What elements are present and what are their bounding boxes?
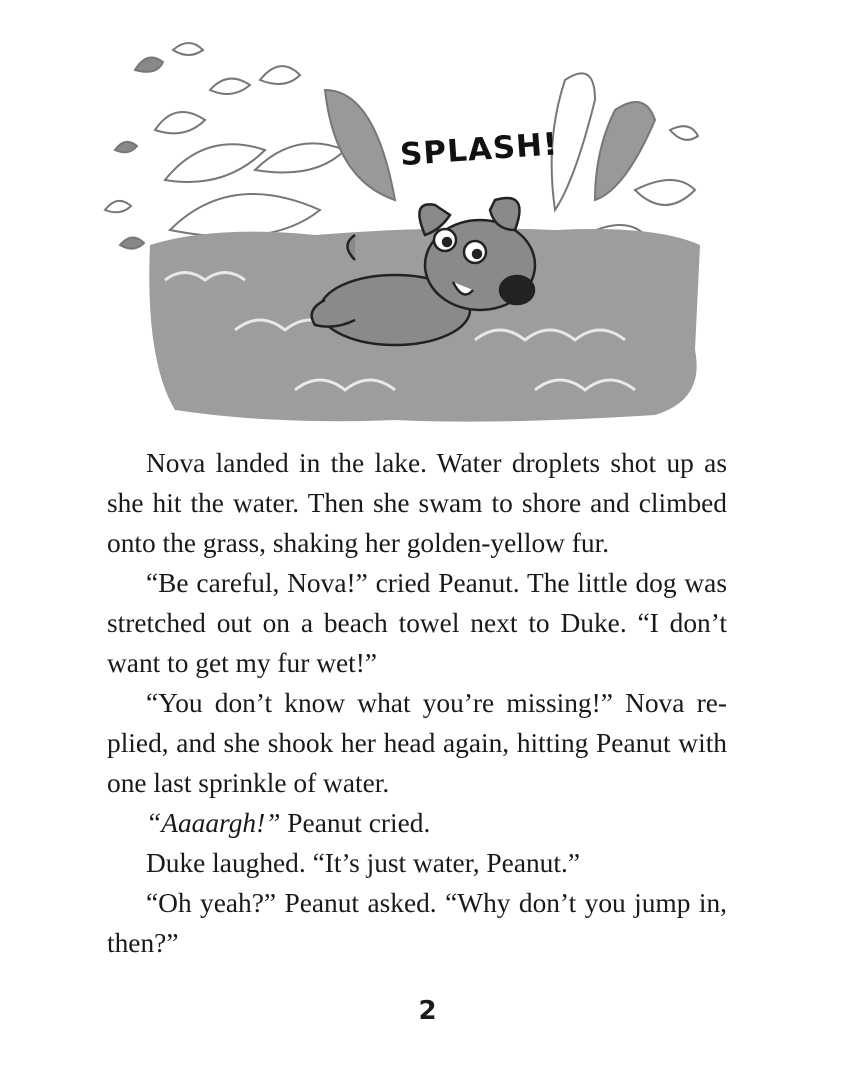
paragraph-1: Nova landed in the lake. Water droplets shot up as she hit the water. Then she swam to shore and climbed onto the grass, shaking her golden-yellow fur. <box>107 448 727 558</box>
splash-illustration <box>95 30 765 450</box>
paragraph-4 <box>107 803 727 843</box>
paragraph-2: “Be careful, Nova!” cried Peanut. The little dog was stretched out on a beach towel next to Duke. “I don’t want to get my fur wet!” <box>107 568 727 678</box>
paragraph-6: “Oh yeah?” Peanut asked. “Why don’t you jump in, then?” <box>107 888 727 958</box>
exclamation-italic: “Aaaargh!” <box>146 808 281 838</box>
paragraph-4-text: Peanut cried. <box>280 808 431 838</box>
page-number: 2 <box>418 996 437 1026</box>
splash-sound-effect: SPLASH! <box>398 126 560 174</box>
paragraph-3: “You don’t know what you’re missing!” Nova re-plied, and she shook her head again, hitting Peanut with one last sprinkle of water. <box>107 688 727 798</box>
story-text <box>107 443 727 963</box>
paragraph-5: Duke laughed. “It’s just water, Peanut.” <box>146 848 580 878</box>
dog-swimming-image <box>95 30 765 450</box>
